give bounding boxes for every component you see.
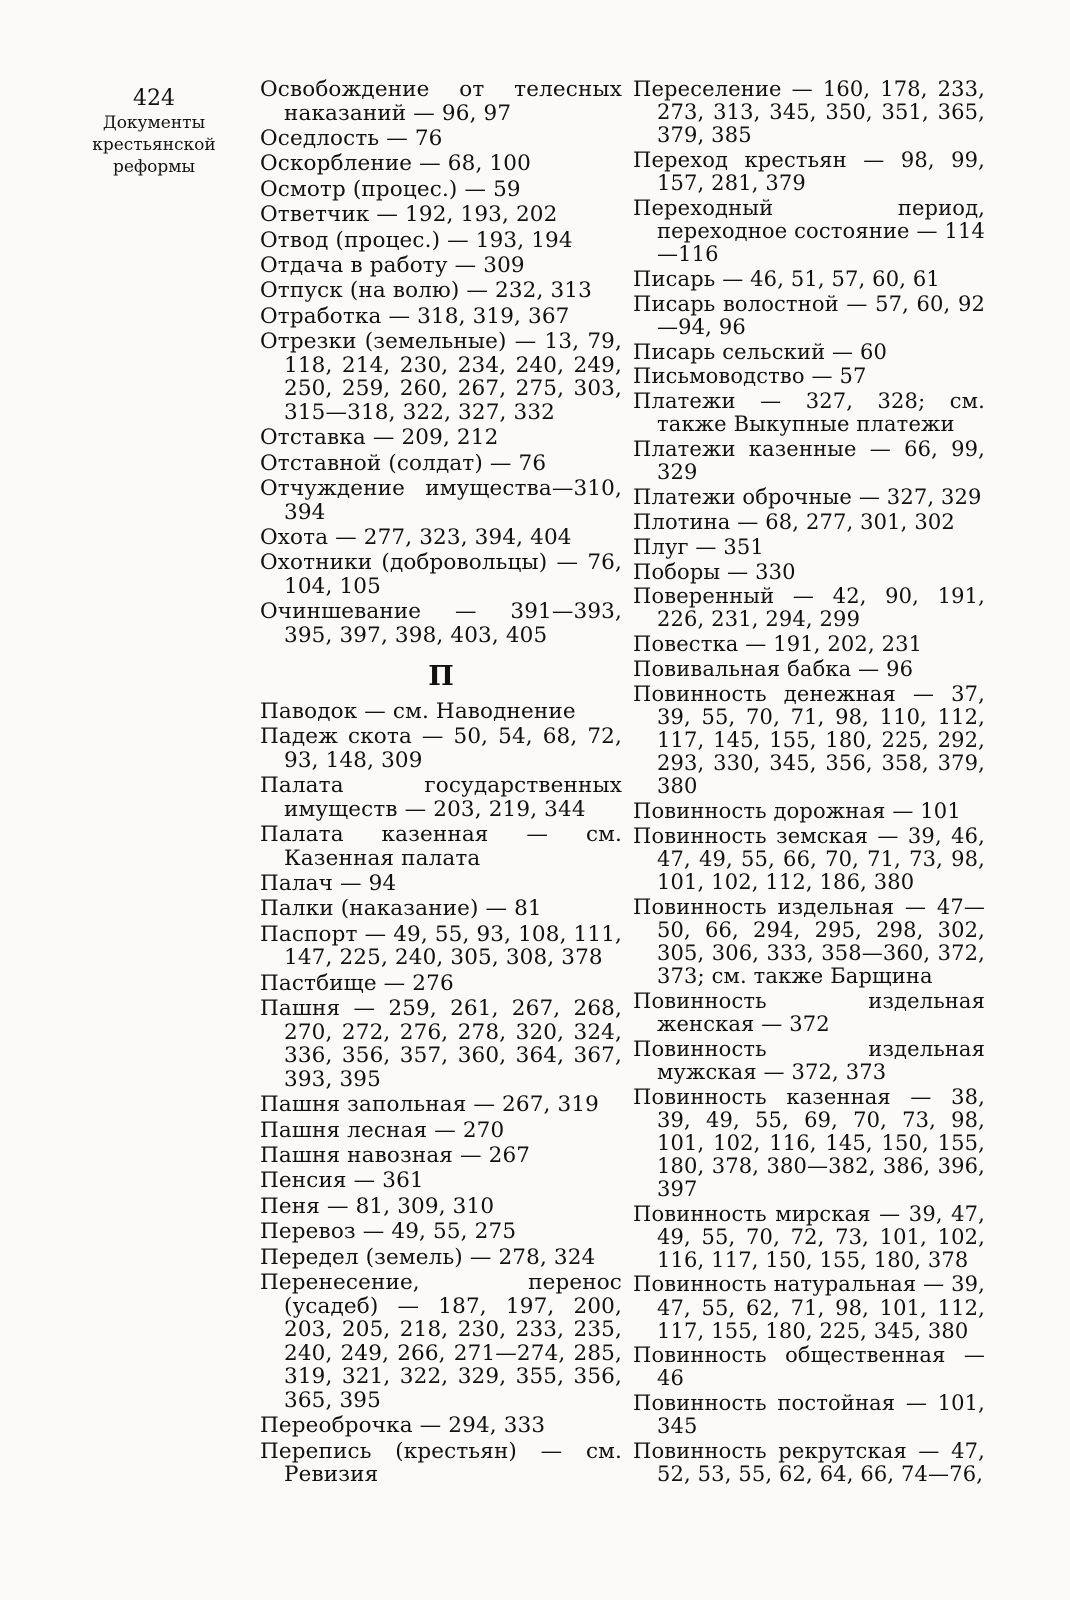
index-entry: Пашня — 259, 261, 267, 268, 270, 272, 276, 278, 320, 324, 336, 356, 357, 360, 364, 367, 393, 395 [260, 996, 622, 1092]
index-entry: Писарь сельский — 60 [633, 339, 888, 364]
index-entry: Отрезки (земельные) — 13, 79, 118, 214, 230, 234, 240, 249, 250, 259, 260, 267, 275, 303, 315—318, 322, 327, 332 [260, 329, 622, 425]
index-entry: Повинность казенная — 38, 39, 49, 55, 69, 70, 73, 98, 101, 102, 116, 145, 150, 155, 180, 378, 380—382, 386, 396, 397 [633, 1084, 985, 1201]
index-entry: Повивальная бабка — 96 [633, 657, 914, 682]
index-entry: Перенесение, перенос (усадеб) — 187, 197, 200, 203, 205, 218, 230, 233, 235, 240, 249, 266, 271—274, 285, 319, 321, 322, 329, 355, 356, 365, 395 [260, 1270, 622, 1413]
page-header [84, 86, 224, 178]
index-entry: Отработка — 318, 319, 367 [260, 303, 570, 329]
index-entry: Повинность издельная — 47—50, 66, 294, 295, 298, 302, 305, 306, 333, 358—360, 372, 373; см. также Барщина [633, 894, 985, 988]
index-entry: Освобождение от телесных наказаний — 96, 97 [260, 77, 622, 126]
index-entry: Осмотр (процес.) — 59 [260, 176, 521, 202]
index-entry: Письмоводство — 57 [633, 364, 867, 389]
index-entry: Оскорбление — 68, 100 [260, 151, 531, 177]
index-entry: Повестка — 191, 202, 231 [633, 632, 923, 657]
running-title-line: реформы [112, 157, 196, 177]
index-entry: Отставка — 209, 212 [260, 425, 499, 451]
index-entry: Передел (земель) — 278, 324 [260, 1244, 596, 1270]
index-entry: Охота — 277, 323, 394, 404 [260, 525, 572, 551]
index-entry: Поборы — 330 [633, 559, 796, 584]
section-letter: П [428, 660, 454, 692]
index-entry: Повинность общественная — 46 [633, 1343, 985, 1391]
index-entry: Переселение — 160, 178, 233, 273, 313, 345, 350, 351, 365, 379, 385 [633, 77, 985, 148]
index-entry: Ответчик — 192, 193, 202 [260, 202, 558, 228]
index-entry: Отпуск (на волю) — 232, 313 [260, 278, 592, 304]
index-entry: Отвод (процес.) — 193, 194 [260, 227, 573, 253]
index-entry: Палач — 94 [260, 870, 397, 896]
index-entry: Охотники (добровольцы) — 76, 104, 105 [260, 550, 622, 600]
index-column-right [633, 78, 985, 1488]
index-entry: Плотина — 68, 277, 301, 302 [633, 509, 955, 534]
index-entry: Перепись (крестьян) — см. Ревизия [260, 1438, 622, 1488]
index-entry: Платежи оброчные — 327, 329 [633, 484, 982, 509]
index-entry: Палки (наказание) — 81 [260, 896, 542, 922]
index-entry: Повинность рекрутская — 47, 52, 53, 55, 62, 64, 66, 74—76, [633, 1439, 985, 1487]
index-entry: Повинность издельная мужская — 372, 373 [633, 1036, 985, 1084]
index-entry: Отставной (солдат) — 76 [260, 450, 547, 476]
index-entry: Повинность мирская — 39, 47, 49, 55, 70, 72, 73, 101, 102, 116, 117, 150, 155, 180, 378 [633, 1201, 985, 1272]
index-entry: Пашня навозная — 267 [260, 1143, 531, 1169]
index-entry: Платежи казенные — 66, 99, 329 [633, 437, 985, 485]
index-entry: Повинность постойная — 101, 345 [633, 1391, 985, 1439]
index-entry: Переходный период, переходное состояние — 114—116 [633, 195, 985, 266]
index-entry: Палата государственных имуществ — 203, 219, 344 [260, 772, 622, 822]
index-entry: Писарь волостной — 57, 60, 92—94, 96 [633, 291, 985, 339]
index-entry: Отчуждение имущества—310, 394 [260, 476, 622, 525]
index-entry: Переоброчка — 294, 333 [260, 1413, 546, 1439]
index-entry: Переход крестьян — 98, 99, 157, 281, 379 [633, 147, 985, 195]
index-entry: Пастбище — 276 [260, 970, 454, 996]
index-entry: Пашня запольная — 267, 319 [260, 1092, 599, 1118]
index-entry: Повинность денежная — 37, 39, 55, 70, 71, 98, 110, 112, 117, 145, 155, 180, 225, 292, 293, 330, 345, 356, 358, 379, 380 [633, 681, 985, 799]
index-entry: Палата казенная — см. Казенная палата [260, 821, 622, 871]
index-entry: Пеня — 81, 309, 310 [260, 1193, 495, 1219]
index-entry: Плуг — 351 [633, 534, 764, 559]
index-column-left [260, 78, 622, 1489]
running-title-line: крестьянской [92, 135, 216, 155]
index-entry: Оседлость — 76 [260, 125, 443, 151]
index-entry: Падеж скота — 50, 54, 68, 72, 93, 148, 309 [260, 724, 622, 773]
index-entry: Пенсия — 361 [260, 1168, 424, 1194]
index-entry: Пашня лесная — 270 [260, 1117, 505, 1143]
index-entry: Платежи — 327, 328; см. также Выкупные платежи [633, 389, 985, 437]
index-entry: Очиншевание — 391—393, 395, 397, 398, 403, 405 [260, 599, 622, 649]
index-entry: Отдача в работу — 309 [260, 252, 525, 278]
index-entry: Повинность издельная женская — 372 [633, 988, 985, 1036]
running-title-line: Документы [102, 113, 206, 133]
index-entry: Паводок — см. Наводнение [260, 698, 576, 724]
index-entry: Повинность земская — 39, 46, 47, 49, 55, 66, 70, 71, 73, 98, 101, 102, 112, 186, 380 [633, 823, 985, 894]
index-entry: Перевоз — 49, 55, 275 [260, 1219, 517, 1245]
index-entry: Повинность натуральная — 39, 47, 55, 62, 71, 98, 101, 112, 117, 155, 180, 225, 345, 380 [633, 1272, 985, 1343]
index-entry: Писарь — 46, 51, 57, 60, 61 [633, 266, 940, 291]
page-number: 424 [133, 86, 175, 111]
index-entry: Паспорт — 49, 55, 93, 108, 111, 147, 225, 240, 305, 308, 378 [260, 921, 623, 971]
index-entry: Повинность дорожная — 101 [633, 798, 961, 823]
index-entry: Поверенный — 42, 90, 191, 226, 231, 294, 299 [633, 584, 985, 632]
